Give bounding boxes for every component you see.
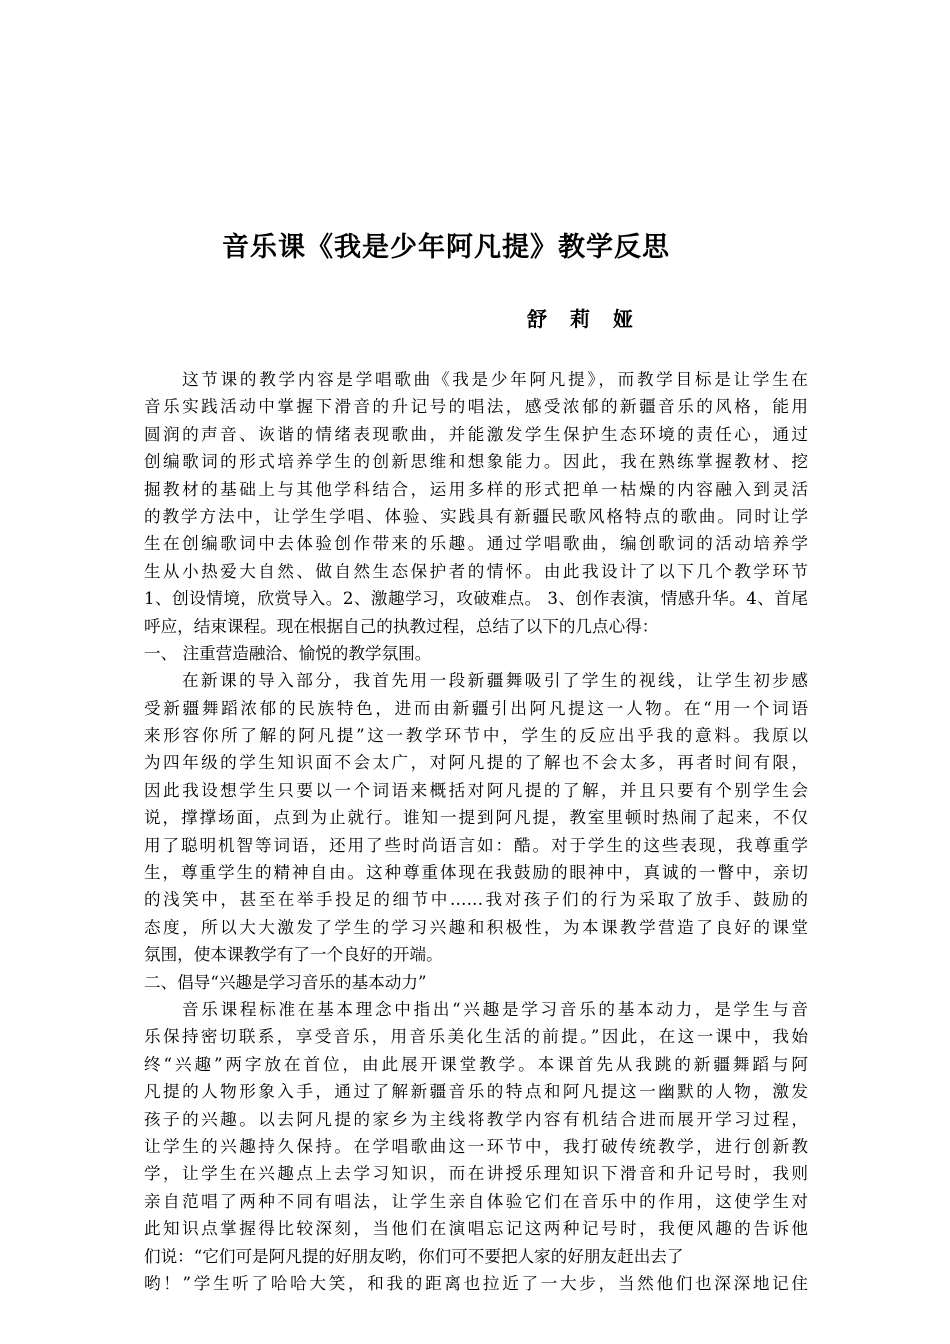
body-line: 说，撑撑场面，点到为止就行。谁知一提到阿凡提，教室里顿时热闹了起来，不仅 xyxy=(144,808,808,828)
body-line: 1、创设情境，欣赏导入。2、激趣学习，攻破难点。 3、创作表演，情感升华。4、首尾 xyxy=(144,589,808,609)
author-name: 舒 莉 娅 xyxy=(527,307,641,331)
body-line: 为四年级的学生知识面不会太广，对阿凡提的了解也不会太多，再者时间有限， xyxy=(144,753,808,773)
body-line: 受新疆舞蹈浓郁的民族特色，进而由新疆引出阿凡提这一人物。在“用一个词语 xyxy=(144,698,808,718)
body-line: 音乐实践活动中掌握下滑音的升记号的唱法，感受浓郁的新疆音乐的风格，能用 xyxy=(144,397,808,417)
body-line: 生从小热爱大自然、做自然生态保护者的情怀。由此我设计了以下几个教学环节 xyxy=(144,561,808,581)
body-line: 凡提的人物形象入手，通过了解新疆音乐的特点和阿凡提这一幽默的人物，激发 xyxy=(144,1082,808,1102)
body-line: 们说：“它们可是阿凡提的好朋友哟，你们可不要把人家的好朋友赶出去了 xyxy=(144,1246,684,1266)
body-line: 态度，所以大大激发了学生的学习兴趣和积极性，为本课教学营造了良好的课堂 xyxy=(144,917,808,937)
body-text xyxy=(144,366,808,1297)
body-line: 圆润的声音、诙谐的情绪表现歌曲，并能激发学生保护生态环境的责任心，通过 xyxy=(144,424,808,444)
body-line: 乐保持密切联系，享受音乐，用音乐美化生活的前提。”因此，在这一课中，我始 xyxy=(144,1027,808,1047)
body-line: 氛围，使本课教学有了一个良好的开端。 xyxy=(144,945,443,965)
body-line: 让学生的兴趣持久保持。在学唱歌曲这一环节中，我打破传统教学，进行创新教 xyxy=(144,1136,808,1156)
body-line: 学，让学生在兴趣点上去学习知识，而在讲授乐理知识下滑音和升记号时，我则 xyxy=(144,1164,808,1184)
body-line: 的教学方法中，让学生学唱、体验、实践具有新疆民歌风格特点的歌曲。同时让学 xyxy=(144,506,808,526)
body-line: 在新课的导入部分，我首先用一段新疆舞吸引了学生的视线，让学生初步感 xyxy=(182,671,808,691)
body-line: 哟！”学生听了哈哈大笑，和我的距离也拉近了一大步，当然他们也深深地记住 xyxy=(144,1273,808,1293)
body-line: 生，尊重学生的精神自由。这种尊重体现在我鼓励的眼神中，真诚的一瞥中，亲切 xyxy=(144,863,808,883)
body-line: 这节课的教学内容是学唱歌曲《我是少年阿凡提》，而教学目标是让学生在 xyxy=(182,370,808,389)
document-title: 音乐课《我是少年阿凡提》教学反思 xyxy=(222,232,670,263)
body-line: 终“兴趣”两字放在首位，由此展开课堂教学。本课首先从我跳的新疆舞蹈与阿 xyxy=(144,1054,808,1074)
body-line: 亲自范唱了两种不同有唱法，让学生亲自体验它们在音乐中的作用，这使学生对 xyxy=(144,1191,808,1211)
body-line: 创编歌词的形式培养学生的创新思维和想象能力。因此，我在熟练掌握教材、挖 xyxy=(144,452,808,472)
body-line: 一、 注重营造融洽、愉悦的教学氛围。 xyxy=(144,643,432,663)
body-line: 二、倡导“兴趣是学习音乐的基本动力” xyxy=(144,972,427,992)
body-line: 来形容你所了解的阿凡提”这一教学环节中，学生的反应出乎我的意料。我原以 xyxy=(144,726,808,746)
body-line: 掘教材的基础上与其他学科结合，运用多样的形式把单一枯燥的内容融入到灵活 xyxy=(144,479,808,499)
body-line: 用了聪明机智等词语，还用了些时尚语言如：酷。对于学生的这些表现，我尊重学 xyxy=(144,835,808,855)
body-line: 呼应，结束课程。现在根据自己的执教过程，总结了以下的几点心得： xyxy=(144,616,659,636)
body-line: 孩子的兴趣。以去阿凡提的家乡为主线将教学内容有机结合进而展开学习过程， xyxy=(144,1109,808,1129)
body-line: 此知识点掌握得比较深刻，当他们在演唱忘记这两种记号时，我便风趣的告诉他 xyxy=(144,1219,808,1239)
body-line: 生在创编歌词中去体验创作带来的乐趣。通过学唱歌曲，编创歌词的活动培养学 xyxy=(144,534,808,554)
body-line: 音乐课程标准在基本理念中指出“兴趣是学习音乐的基本动力，是学生与音 xyxy=(182,999,808,1019)
body-line: 因此我设想学生只要以一个词语来概括对阿凡提的了解，并且只要有个别学生会 xyxy=(144,780,808,800)
body-line: 的浅笑中，甚至在举手投足的细节中……我对孩子们的行为采取了放手、鼓励的 xyxy=(144,890,808,910)
